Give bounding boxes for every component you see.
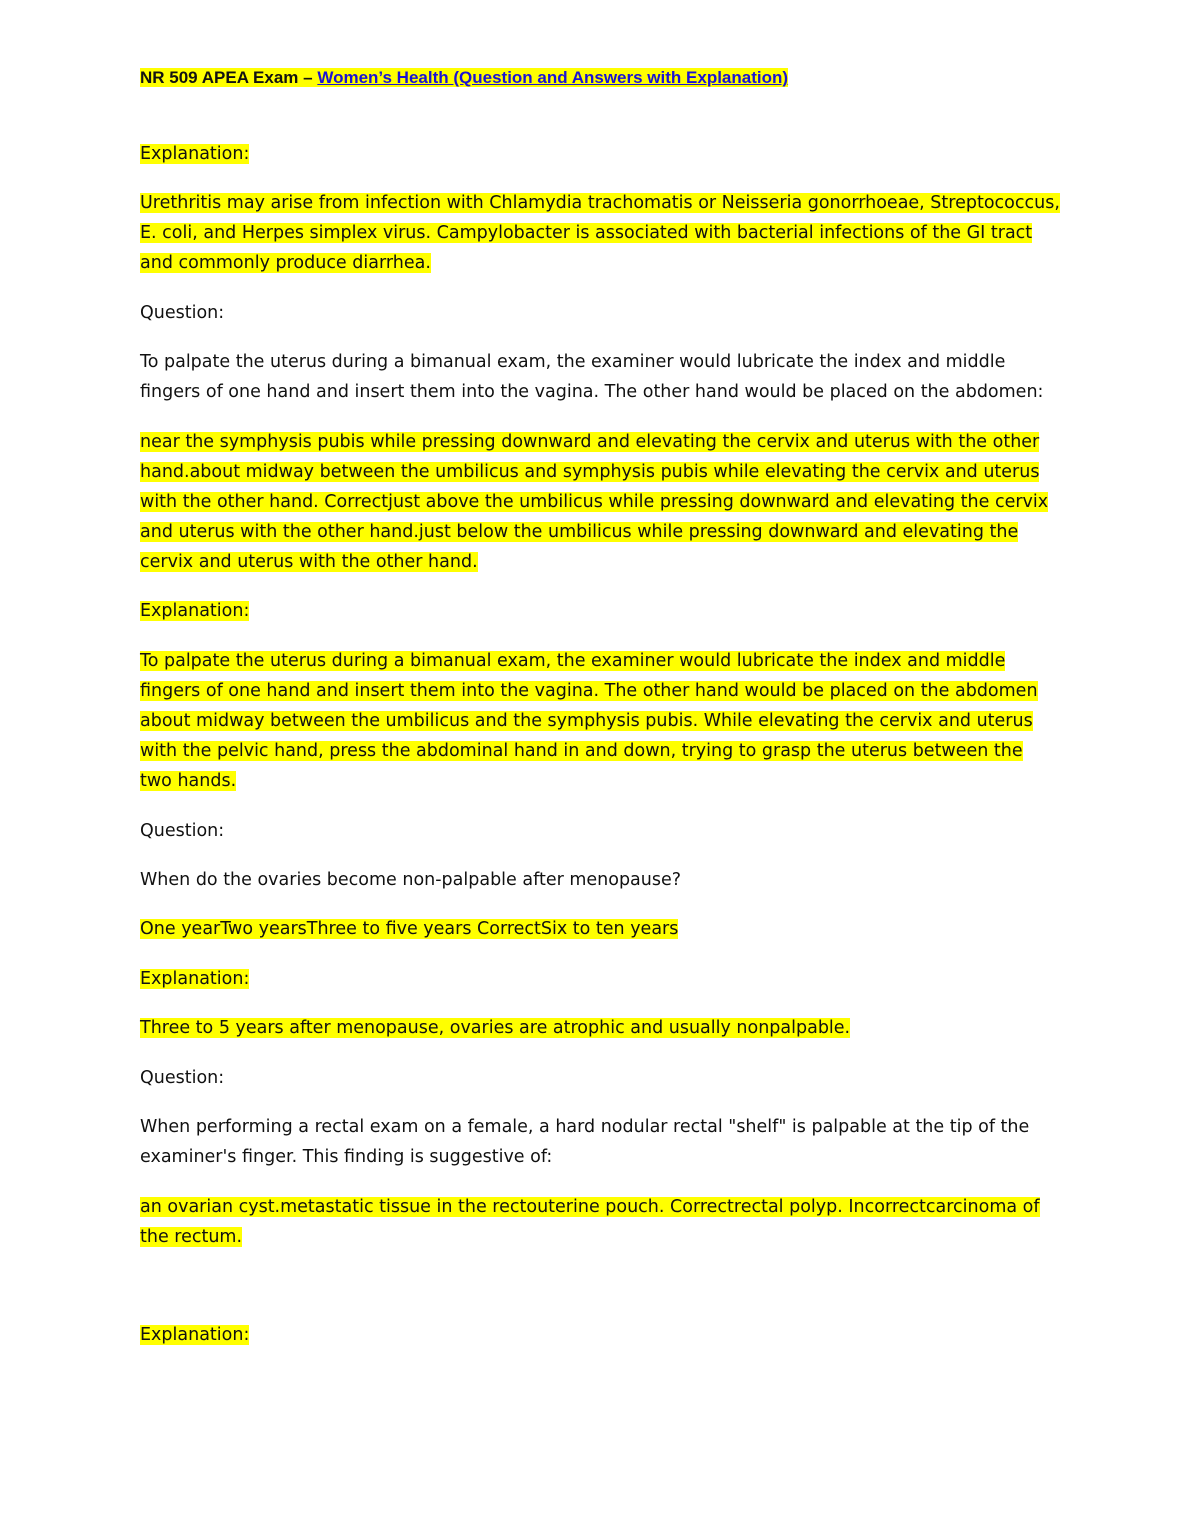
header-prefix: NR 509 APEA Exam – xyxy=(140,68,318,87)
explanation-heading-2: Explanation: xyxy=(140,601,250,621)
question-text-3: When performing a rectal exam on a female, a hard nodular rectal "shelf" is palpable at the tip of the examiner's finger. This finding is suggestive of: xyxy=(140,1117,1030,1167)
explanation-text-2: To palpate the uterus during a bimanual exam, the examiner would lubricate the index and middle fingers of one hand and insert them into the vagina. The other hand would be placed on the abdomen about midway between the umbilicus and the symphysis pubis. While elevating the cervix and uterus with the pelvic hand, press the abdominal hand in and down, trying to grasp the uterus between the two hands. xyxy=(140,651,1038,791)
explanation-text-3: Three to 5 years after menopause, ovaries are atrophic and usually nonpalpable. xyxy=(140,1018,851,1038)
question-text-2: When do the ovaries become non-palpable after menopause? xyxy=(140,870,682,890)
answer-options-1: near the symphysis pubis while pressing downward and elevating the cervix and uterus with the other hand.about midway between the umbilicus and symphysis pubis while elevating the cervix and uterus with the other hand. Correctjust above the umbilicus while pressing downward and elevating the cervix and uterus with the other hand.just below the umbilicus while pressing downward and elevating the cervix and uterus with the other hand. xyxy=(140,432,1049,572)
answer-options-3: an ovarian cyst.metastatic tissue in the rectouterine pouch. Correctrectal polyp. Incorrectcarcinoma of the rectum. xyxy=(140,1197,1040,1247)
question-heading-1: Question: xyxy=(140,303,225,323)
explanation-heading-4: Explanation: xyxy=(140,1325,250,1345)
question-heading-3: Question: xyxy=(140,1068,225,1088)
question-text-1: To palpate the uterus during a bimanual exam, the examiner would lubricate the index and middle fingers of one hand and insert them into the vagina. The other hand would be placed on the abdomen: xyxy=(140,352,1044,402)
explanation-text-1: Urethritis may arise from infection with Chlamydia trachomatis or Neisseria gonorrhoeae, Streptococcus, E. coli, and Herpes simplex virus. Campylobacter is associated with bacterial infections of the GI tract and commonly produce diarrhea. xyxy=(140,193,1060,273)
header-link[interactable]: Women’s Health (Question and Answers with Explanation) xyxy=(317,68,789,87)
document-page xyxy=(140,66,1060,1345)
explanation-heading-1: Explanation: xyxy=(140,144,250,164)
answer-options-2: One yearTwo yearsThree to five years CorrectSix to ten years xyxy=(140,919,679,939)
question-heading-2: Question: xyxy=(140,821,225,841)
document-header xyxy=(140,66,1060,90)
explanation-heading-3: Explanation: xyxy=(140,969,250,989)
